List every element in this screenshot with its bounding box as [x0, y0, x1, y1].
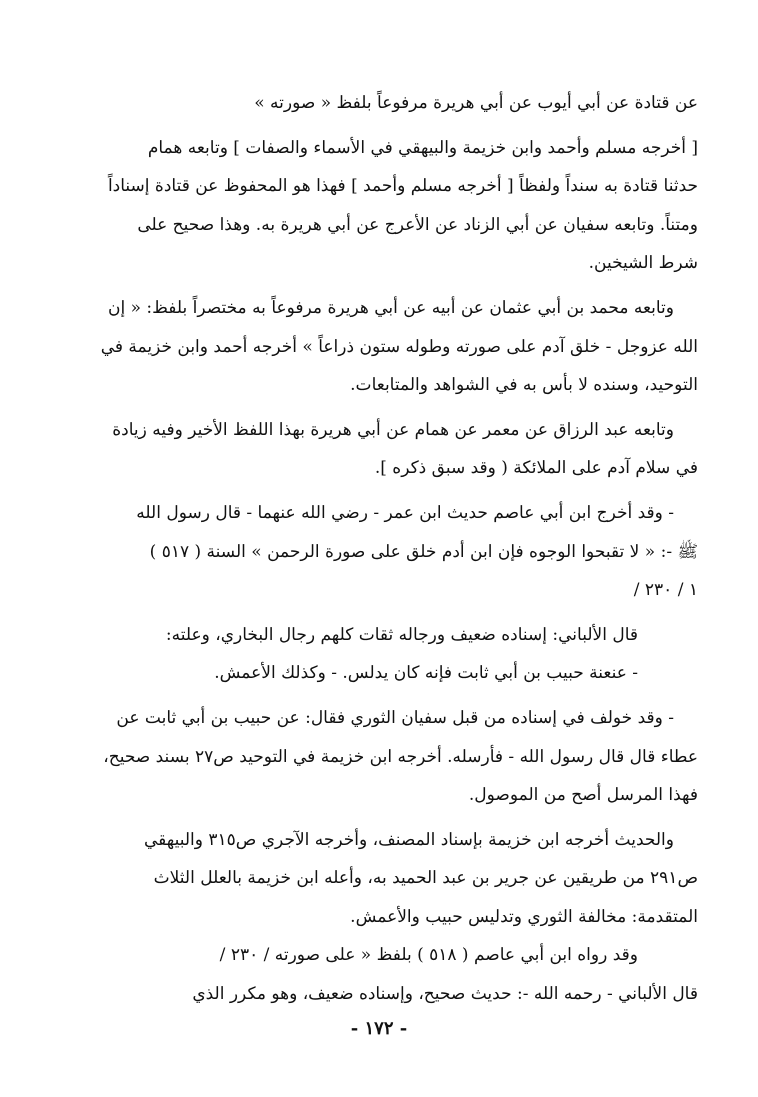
- text-line: في سلام آدم على الملائكة ( وقد سبق ذكره ].: [374, 458, 698, 479]
- text-line: - عنعنة حبيب بن أبي ثابت فإنه كان يدلس. - وكذلك الأعمش.: [214, 663, 638, 684]
- text-line: ص٢٩١ من طريقين عن جرير بن عبد الحميد به، وأعله ابن خزيمة بالعلل الثلاث: [153, 868, 698, 889]
- body-text: [62, 84, 698, 1014]
- text-line: ١ / ٢٣٠ /: [633, 580, 698, 601]
- text-line: ﷺ -: « لا تقبحوا الوجوه فإن ابن أدم خلق على صورة الرحمن » السنة ( ٥١٧ ): [149, 541, 698, 562]
- text-line: شرط الشيخين.: [588, 253, 698, 274]
- text-line: وتابعه محمد بن أبي عثمان عن أبيه عن أبي هريرة مرفوعاً به مختصراً بلفظ: « إن: [107, 297, 674, 318]
- text-line: - وقد خولف في إسناده من قبل سفيان الثوري فقال: عن حبيب بن أبي ثابت عن: [116, 707, 674, 728]
- page-number: - ١٧٢ -: [350, 1018, 408, 1039]
- text-line: فهذا المرسل أصح من الموصول.: [468, 785, 698, 806]
- text-line: قال الألباني - رحمه الله -: حديث صحيح، وإسناده ضعيف، وهو مكرر الذي: [192, 984, 698, 1005]
- text-line: والحديث أخرجه ابن خزيمة بإسناد المصنف، وأخرجه الآجري ص٣١٥ والبيهقي: [144, 829, 674, 850]
- text-line: [ أخرجه مسلم وأحمد وابن خزيمة والبيهقي في الأسماء والصفات ] وتابعه همام: [147, 137, 698, 158]
- text-line: الله عزوجل - خلق آدم على صورته وطوله ستون ذراعاً » أخرجه أحمد وابن خزيمة في: [100, 336, 698, 357]
- text-line: - وقد أخرج ابن أبي عاصم حديث ابن عمر - رضي الله عنهما - قال رسول الله: [136, 502, 674, 523]
- text-line: وقد رواه ابن أبي عاصم ( ٥١٨ ) بلفظ « على صورته / ٢٣٠ /: [219, 945, 638, 966]
- text-line: قال الألباني: إسناده ضعيف ورجاله ثقات كلهم رجال البخاري، وعلته:: [165, 624, 638, 645]
- text-line: عطاء قال قال رسول الله - فأرسله. أخرجه ابن خزيمة في التوحيد ص٢٧ بسند صحيح،: [103, 746, 698, 767]
- text-line: التوحيد، وسنده لا بأس به في الشواهد والمتابعات.: [350, 375, 698, 396]
- text-line: وتابعه عبد الرزاق عن معمر عن همام عن أبي هريرة بهذا اللفظ الأخير وفيه زيادة: [112, 419, 674, 440]
- text-line: المتقدمة: مخالفة الثوري وتدليس حبيب والأعمش.: [350, 906, 698, 927]
- text-line: ومتناً. وتابعه سفيان عن أبي الزناد عن الأعرج عن أبي هريرة به. وهذا صحيح على: [137, 214, 698, 235]
- text-line: عن قتادة عن أبي أيوب عن أبي هريرة مرفوعاً بلفظ « صورته »: [254, 93, 698, 113]
- text-line: حدثنا قتادة به سنداً ولفظاً [ أخرجه مسلم وأحمد ] فهذا هو المحفوظ عن قتادة إسناداً: [107, 176, 698, 197]
